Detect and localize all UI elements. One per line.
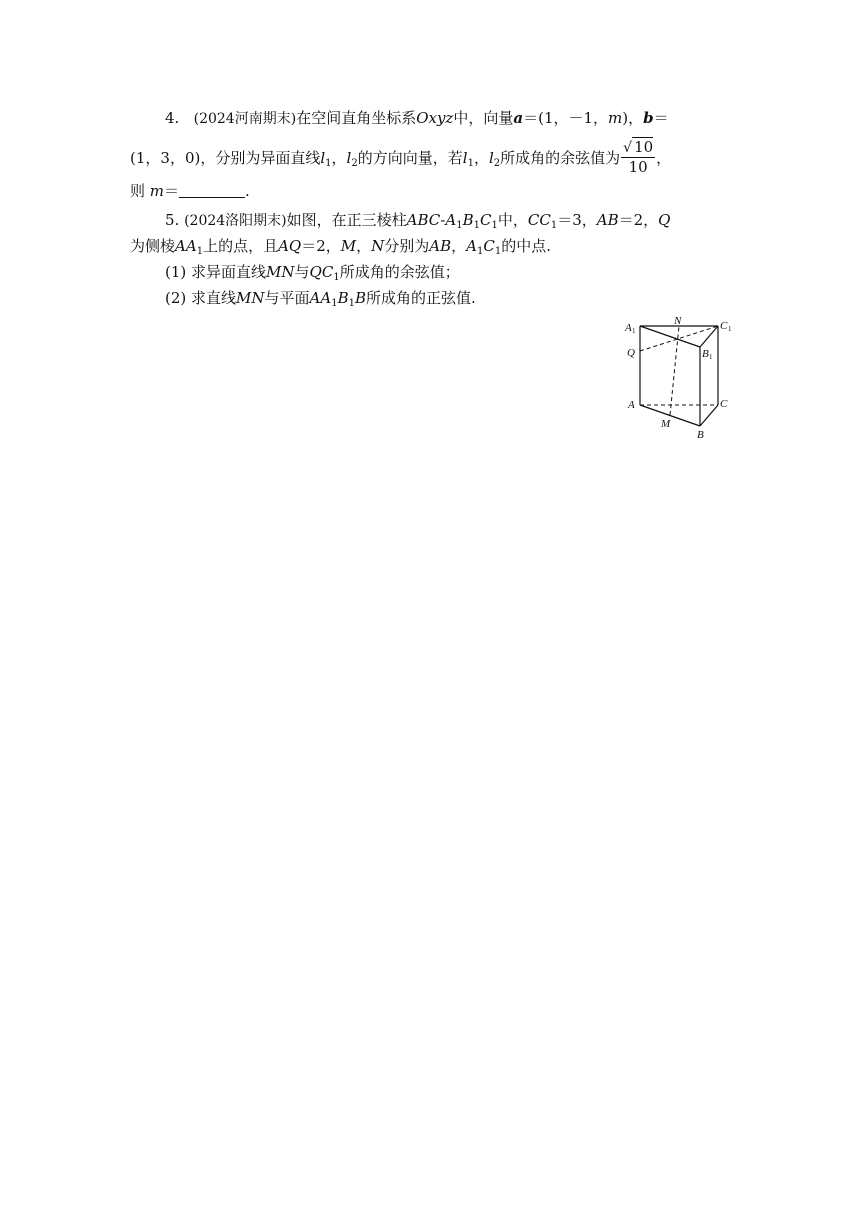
q4-line2: (1，3，0)，分别为异面直线$l_1$，$l_2$的方向向量，若$l_1$，$l_2$所成角的余弦值为 $\frac{√ 10}{10}$ ， [130, 138, 672, 176]
label-A: A [628, 399, 635, 411]
label-B1: B [702, 348, 709, 360]
svg-text:1: 1 [632, 327, 636, 335]
q5-line1: 5. (2024洛阳期末)如图，在正三棱柱ABC-$A_1B_1C_1$中，$CC_1=3$，AB＝2，Q [165, 211, 671, 231]
label-C: C [720, 398, 728, 410]
label-Q: Q [627, 347, 635, 359]
label-C1: C [720, 320, 728, 332]
label-A1: A [625, 322, 632, 334]
cos-fraction: $\frac{√ 10}{10}$ [623, 138, 654, 176]
label-B: B [697, 429, 704, 440]
q5-line2: 为侧棱$AA_1$上的点，且AQ＝2，M，N分别为AB，$A_1C_1$的中点. [130, 237, 552, 257]
answer-blank [179, 183, 245, 198]
q4-line1: 4. (2024河南期末)在空间直角坐标系Oxyz中，向量a＝(1，－1，m)，b＝ [165, 109, 669, 127]
svg-text:1: 1 [709, 353, 713, 361]
q4-line3: 则 m＝ . [130, 182, 250, 200]
q5-part1: (1) 求异面直线MN与$QC_1$所成角的余弦值； [165, 263, 460, 283]
q5-part2: (2) 求直线MN与平面$AA_1B_1B$所成角的正弦值. [165, 289, 476, 309]
label-M: M [661, 418, 671, 430]
label-N: N [674, 315, 682, 327]
svg-text:1: 1 [728, 325, 732, 333]
prism-figure [620, 315, 740, 440]
